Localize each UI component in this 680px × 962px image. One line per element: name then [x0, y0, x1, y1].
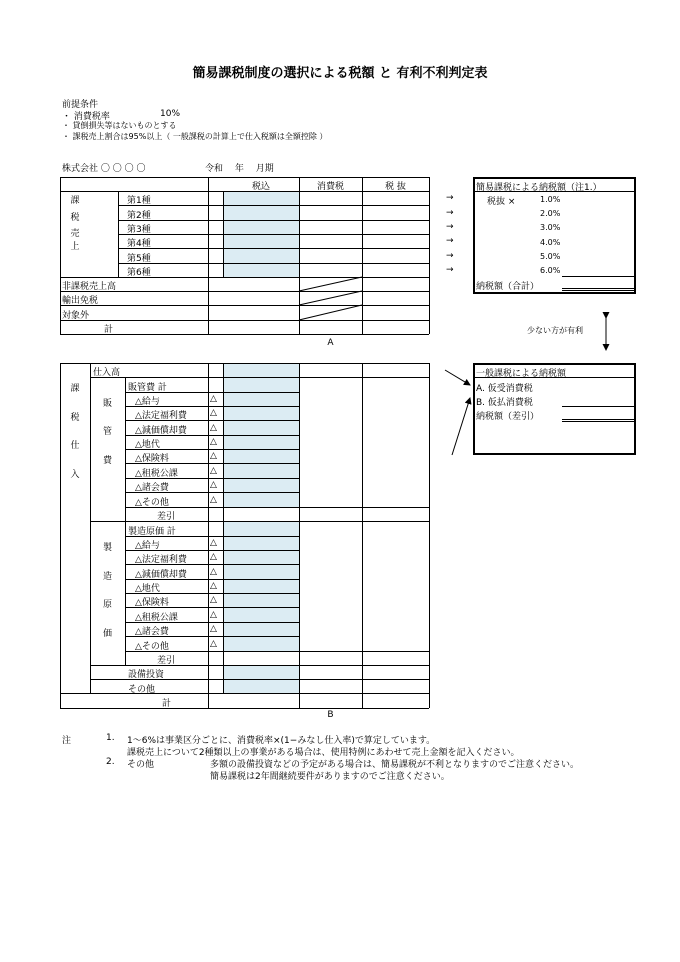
table-b-total-label: 計	[162, 699, 172, 709]
simple-rate-2: 2.0%	[540, 209, 561, 218]
purchase-group-label-3: 仕	[70, 441, 80, 451]
sga-item: △給与	[135, 397, 160, 407]
triangle-mark: △	[210, 394, 217, 404]
triangle-mark: △	[210, 595, 217, 605]
simple-rate-3: 3.0%	[540, 223, 561, 232]
arrow-icon: →	[446, 236, 454, 246]
export-exempt-label: 輸出免税	[62, 296, 99, 306]
sga-item: △地代	[135, 440, 160, 450]
business-type-4: 第4種	[127, 239, 151, 249]
sales-group-label-3: 売	[70, 229, 80, 239]
note-1-line-2: 課税売上について2種類以上の事業がある場合は、使用特例にあわせて売上金額を記入ください。	[127, 748, 520, 758]
mfg-total-label: 製造原価 計	[128, 527, 176, 537]
arrow-icon: →	[446, 193, 454, 203]
mfg-item: △減価償却費	[135, 570, 187, 580]
note-2-label: その他	[127, 760, 155, 770]
sga-item: △保険料	[135, 454, 169, 464]
mfg-net-label: 差引	[157, 656, 176, 666]
note-1-line-1: 1～6%は事業区分ごとに、消費税率×(1−みなし仕入率)で算定しています。	[127, 736, 436, 746]
purchase-group-label-1: 課	[70, 384, 80, 394]
note-1-number: 1.	[106, 733, 115, 743]
triangle-mark: △	[210, 567, 217, 577]
general-tax-diff-label: 納税額（差引）	[476, 412, 540, 422]
mfg-item: △その他	[135, 642, 169, 652]
purchase-group-label-2: 税	[70, 413, 80, 423]
triangle-mark: △	[210, 495, 217, 505]
simple-rate-1: 1.0%	[540, 195, 561, 204]
header-consumption-tax: 消費税	[316, 182, 344, 192]
table-a-total-label: 計	[104, 325, 114, 335]
table-b-caption: B	[327, 710, 334, 720]
triangle-mark: △	[210, 624, 217, 634]
mfg-item: △租税公課	[135, 613, 178, 623]
sga-group-label-2: 管	[102, 427, 112, 437]
sales-group-label-2: 税	[70, 213, 80, 223]
mfg-item: △法定福利費	[135, 555, 187, 565]
mfg-item: △給与	[135, 541, 160, 551]
simple-tax-rate-label: 税抜 ×	[487, 197, 516, 207]
triangle-mark: △	[210, 480, 217, 490]
sga-item: △法定福利費	[135, 411, 187, 421]
header-tax-inclusive: 税込	[251, 182, 270, 192]
sga-item: △減価償却費	[135, 426, 187, 436]
note-2-number: 2.	[106, 757, 115, 767]
premise-bad-debt: ・ 貸倒損失等はないものとする	[62, 121, 177, 130]
business-type-3: 第3種	[127, 225, 151, 235]
output-tax-label: A. 仮受消費税	[476, 384, 533, 394]
out-of-scope-label: 対象外	[62, 311, 90, 321]
compare-note: 少ない方が有利	[527, 326, 583, 335]
sga-item: △諸会費	[135, 483, 169, 493]
sga-group-label-3: 費	[102, 456, 112, 466]
sga-net-label: 差引	[157, 512, 176, 522]
triangle-mark: △	[210, 451, 217, 461]
premise-taxable-ratio: ・ 課税売上割合は95%以上（ 一般課税の計算上で仕入税額は全額控除 ）	[62, 132, 328, 141]
triangle-mark: △	[210, 610, 217, 620]
table-a-caption: A	[327, 338, 334, 348]
sales-group-label-4: 上	[70, 242, 80, 252]
simple-tax-title: 簡易課税による納税額（注1.）	[476, 183, 602, 193]
simple-rate-6: 6.0%	[540, 266, 561, 275]
equipment-label: 設備投資	[128, 670, 165, 680]
mfg-item: △地代	[135, 584, 160, 594]
mfg-item: △保険料	[135, 598, 169, 608]
mfg-group-label-3: 原	[102, 600, 112, 610]
business-type-2: 第2種	[127, 211, 151, 221]
triangle-mark: △	[210, 552, 217, 562]
fiscal-period: 令和 年 月期	[205, 164, 274, 174]
purchase-group-label-4: 入	[70, 470, 80, 480]
triangle-mark: △	[210, 437, 217, 447]
notes-label: 注	[62, 736, 72, 746]
business-type-1: 第1種	[127, 196, 151, 206]
triangle-mark: △	[210, 538, 217, 548]
mfg-group-label-1: 製	[102, 543, 112, 553]
triangle-mark: △	[210, 408, 217, 418]
mfg-group-label-4: 価	[102, 629, 112, 639]
page-title: 簡易課税制度の選択による税額 と 有利不利判定表	[192, 66, 488, 81]
sga-item: △租税公課	[135, 469, 178, 479]
premise-heading: 前提条件	[62, 100, 99, 110]
sga-total-label: 販管費 計	[128, 383, 167, 393]
mfg-group-label-2: 造	[102, 572, 112, 582]
sales-group-label-1: 課	[70, 196, 80, 206]
header-tax-exclusive: 税 抜	[385, 182, 406, 192]
arrow-icon: →	[446, 222, 454, 232]
triangle-mark: △	[210, 423, 217, 433]
premise-tax-rate-value: 10%	[160, 109, 181, 119]
sga-group-label-1: 販	[102, 399, 112, 409]
sga-item: △その他	[135, 498, 169, 508]
simple-rate-4: 4.0%	[540, 238, 561, 247]
triangle-mark: △	[210, 639, 217, 649]
business-type-6: 第6種	[127, 268, 151, 278]
note-2-line-2: 簡易課税は2年間継続要件がありますのでご注意ください。	[210, 772, 450, 782]
general-tax-title: 一般課税による納税額	[476, 369, 567, 379]
purchases-label: 仕入高	[93, 368, 121, 378]
input-tax-label: B. 仮払消費税	[476, 398, 533, 408]
arrow-icon: →	[446, 265, 454, 275]
company-name: 株式会社 〇 〇 〇 〇	[62, 164, 146, 174]
mfg-item: △諸会費	[135, 627, 169, 637]
simple-rate-5: 5.0%	[540, 252, 561, 261]
note-2-line-1: 多額の設備投資などの予定がある場合は、簡易課税が不利となりますのでご注意ください。	[210, 760, 580, 770]
triangle-mark: △	[210, 466, 217, 476]
arrow-icon: →	[446, 251, 454, 261]
premise-tax-rate-label: ・ 消費税率	[62, 112, 110, 122]
arrow-icon: →	[446, 208, 454, 218]
triangle-mark: △	[210, 581, 217, 591]
non-taxable-sales-label: 非課税売上高	[62, 282, 117, 292]
other-label: その他	[128, 685, 156, 695]
simple-tax-total-label: 納税額（合計）	[476, 282, 540, 292]
business-type-5: 第5種	[127, 254, 151, 264]
